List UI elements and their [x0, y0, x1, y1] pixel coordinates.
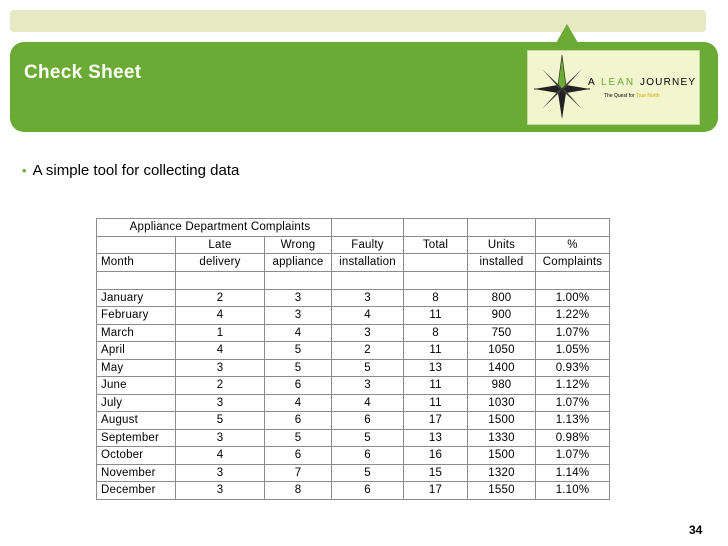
value-cell: 11	[404, 394, 468, 412]
value-cell: 11	[404, 307, 468, 325]
value-cell: 1500	[468, 447, 536, 465]
value-cell: 5	[265, 342, 332, 360]
value-cell: 6	[265, 377, 332, 395]
header-cell	[404, 254, 468, 272]
table-row	[97, 464, 610, 482]
table-row	[97, 394, 610, 412]
header-cell: Late	[176, 236, 265, 254]
month-cell: December	[97, 482, 176, 500]
value-cell: 17	[404, 412, 468, 430]
header-cell: installation	[332, 254, 404, 272]
value-cell: 1.13%	[536, 412, 610, 430]
value-cell: 1.10%	[536, 482, 610, 500]
page-number: 34	[689, 523, 703, 537]
table-cell	[332, 219, 404, 237]
logo-tagline-pre: The Quest for	[604, 93, 635, 99]
value-cell: 8	[404, 289, 468, 307]
month-cell: March	[97, 324, 176, 342]
table-row	[97, 377, 610, 395]
header-cell: Wrong	[265, 236, 332, 254]
value-cell: 1330	[468, 429, 536, 447]
table-caption-row	[97, 219, 610, 237]
month-cell: January	[97, 289, 176, 307]
table-cell	[176, 271, 265, 289]
value-cell: 1.00%	[536, 289, 610, 307]
value-cell: 4	[332, 307, 404, 325]
value-cell: 0.98%	[536, 429, 610, 447]
value-cell: 8	[404, 324, 468, 342]
value-cell: 5	[332, 429, 404, 447]
value-cell: 6	[332, 482, 404, 500]
value-cell: 16	[404, 447, 468, 465]
logo-tagline	[604, 93, 660, 99]
header-cell: Total	[404, 236, 468, 254]
value-cell: 13	[404, 359, 468, 377]
table-row	[97, 324, 610, 342]
top-band	[10, 10, 706, 32]
table-row	[97, 429, 610, 447]
value-cell: 1	[176, 324, 265, 342]
value-cell: 1.14%	[536, 464, 610, 482]
value-cell: 3	[176, 482, 265, 500]
table-cell	[404, 271, 468, 289]
lean-journey-logo	[527, 50, 700, 125]
value-cell: 750	[468, 324, 536, 342]
header-cell: Units	[468, 236, 536, 254]
table-row	[97, 342, 610, 360]
table-cell	[97, 271, 176, 289]
value-cell: 5	[265, 359, 332, 377]
value-cell: 6	[265, 447, 332, 465]
value-cell: 5	[332, 464, 404, 482]
value-cell: 3	[332, 377, 404, 395]
value-cell: 1.07%	[536, 394, 610, 412]
value-cell: 900	[468, 307, 536, 325]
bullet-text: A simple tool for collecting data	[32, 162, 240, 179]
table-header-row	[97, 236, 610, 254]
value-cell: 6	[265, 412, 332, 430]
header-cell: appliance	[265, 254, 332, 272]
value-cell: 2	[176, 289, 265, 307]
value-cell: 0.93%	[536, 359, 610, 377]
value-cell: 5	[265, 429, 332, 447]
value-cell: 2	[176, 377, 265, 395]
compass-star-icon	[532, 53, 592, 121]
month-cell: April	[97, 342, 176, 360]
table-cell	[468, 219, 536, 237]
value-cell: 3	[176, 464, 265, 482]
table-header-row	[97, 254, 610, 272]
value-cell: 1.07%	[536, 324, 610, 342]
value-cell: 1550	[468, 482, 536, 500]
value-cell: 3	[332, 289, 404, 307]
table-caption: Appliance Department Complaints	[97, 219, 332, 237]
value-cell: 3	[265, 307, 332, 325]
value-cell: 11	[404, 342, 468, 360]
table-row	[97, 412, 610, 430]
slide-title: Check Sheet	[24, 62, 142, 83]
value-cell: 8	[265, 482, 332, 500]
table-cell	[332, 271, 404, 289]
value-cell: 800	[468, 289, 536, 307]
month-cell: June	[97, 377, 176, 395]
table-row	[97, 482, 610, 500]
table-row	[97, 447, 610, 465]
table-cell	[265, 271, 332, 289]
value-cell: 1400	[468, 359, 536, 377]
value-cell: 7	[265, 464, 332, 482]
month-cell: October	[97, 447, 176, 465]
value-cell: 4	[176, 342, 265, 360]
value-cell: 4	[176, 307, 265, 325]
value-cell: 1320	[468, 464, 536, 482]
value-cell: 3	[176, 429, 265, 447]
table-cell	[536, 219, 610, 237]
value-cell: 4	[176, 447, 265, 465]
logo-tagline-highlight: True North	[635, 93, 660, 99]
value-cell: 5	[332, 359, 404, 377]
value-cell: 4	[265, 324, 332, 342]
month-cell: November	[97, 464, 176, 482]
value-cell: 5	[176, 412, 265, 430]
value-cell: 11	[404, 377, 468, 395]
header-cell: Month	[97, 254, 176, 272]
logo-word-journey: JOURNEY	[640, 77, 697, 88]
month-cell: August	[97, 412, 176, 430]
value-cell: 1.22%	[536, 307, 610, 325]
value-cell: 4	[332, 394, 404, 412]
value-cell: 6	[332, 447, 404, 465]
value-cell: 3	[176, 359, 265, 377]
month-cell: February	[97, 307, 176, 325]
value-cell: 3	[176, 394, 265, 412]
logo-word-lean: LEAN	[601, 77, 636, 88]
value-cell: 980	[468, 377, 536, 395]
value-cell: 15	[404, 464, 468, 482]
header-cell	[97, 236, 176, 254]
header-cell: delivery	[176, 254, 265, 272]
value-cell: 1030	[468, 394, 536, 412]
header-notch	[556, 24, 578, 43]
value-cell: 1500	[468, 412, 536, 430]
month-cell: July	[97, 394, 176, 412]
table-cell	[536, 271, 610, 289]
value-cell: 13	[404, 429, 468, 447]
logo-word-a: A	[588, 77, 596, 88]
value-cell: 17	[404, 482, 468, 500]
month-cell: September	[97, 429, 176, 447]
value-cell: 3	[265, 289, 332, 307]
header-cell: Faulty	[332, 236, 404, 254]
header-cell: Complaints	[536, 254, 610, 272]
value-cell: 1050	[468, 342, 536, 360]
table-spacer-row	[97, 271, 610, 289]
table-row	[97, 359, 610, 377]
value-cell: 4	[265, 394, 332, 412]
table-row	[97, 307, 610, 325]
month-cell: May	[97, 359, 176, 377]
header-cell: installed	[468, 254, 536, 272]
value-cell: 1.05%	[536, 342, 610, 360]
bullet-dot-icon: •	[22, 163, 27, 178]
value-cell: 3	[332, 324, 404, 342]
value-cell: 6	[332, 412, 404, 430]
value-cell: 1.12%	[536, 377, 610, 395]
table-cell	[404, 219, 468, 237]
bullet-point	[22, 162, 239, 179]
value-cell: 2	[332, 342, 404, 360]
table-cell	[468, 271, 536, 289]
table-row	[97, 289, 610, 307]
check-sheet-table	[96, 218, 610, 500]
value-cell: 1.07%	[536, 447, 610, 465]
header-cell: %	[536, 236, 610, 254]
